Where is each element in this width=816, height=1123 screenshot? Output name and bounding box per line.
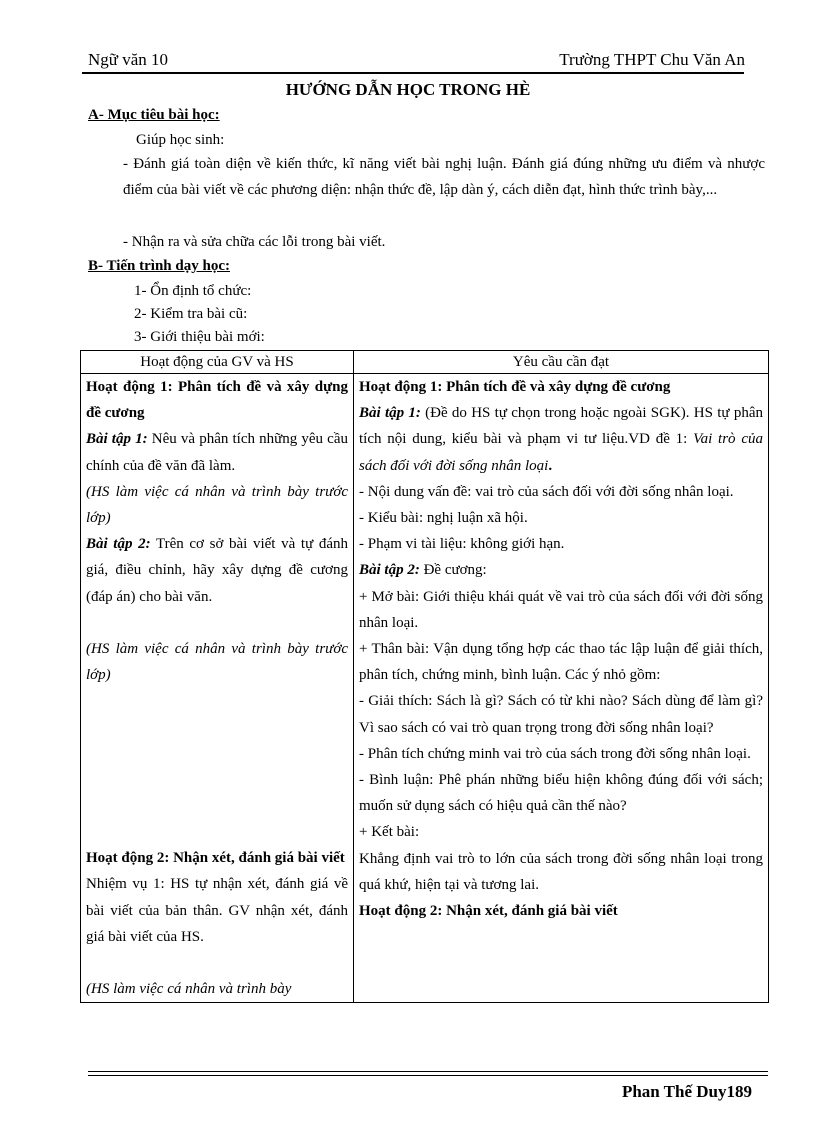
right-analysis: - Phân tích chứng minh vai trò của sách trong đời sống nhân loại.	[359, 745, 751, 762]
left-note-1: (HS làm việc cá nhân và trình bày trước lớp)	[86, 483, 348, 527]
section-a-point-2: - Nhận ra và sửa chữa các lỗi trong bài viết.	[123, 234, 386, 250]
col-header-activities: Hoạt động của GV và HS	[81, 351, 354, 374]
right-activity-2-title: Hoạt động 2: Nhận xét, đánh giá bài viết	[359, 903, 618, 920]
right-intro: + Mở bài: Giới thiệu khái quát về vai trò của sách đối với đời sống nhân loại.	[359, 588, 763, 631]
right-explain: - Giải thích: Sách là gì? Sách có từ khi nào? Sách dùng để làm gì? Vì sao sách có vai trò quan trọng trong đời sống nhân loại?	[359, 693, 763, 736]
spacer	[86, 950, 348, 976]
step-3: 3- Giới thiệu bài mới:	[134, 329, 265, 345]
page-title: HƯỚNG DẪN HỌC TRONG HÈ	[285, 80, 531, 99]
right-exercise-1-topic: Vai trò của sách đối với đời sống nhân loại	[359, 431, 763, 474]
right-exercise-1-text: (Đề do HS tự chọn trong hoặc ngoài SGK). HS tự phân tích nội dung, kiểu bài và phạm vi tư liệu.VD đề 1:	[359, 405, 763, 448]
right-exercise-2	[359, 557, 763, 583]
left-activity-1-title: Hoạt động 1: Phân tích đề và xây dựng đề cương	[86, 379, 348, 422]
step-1: 1- Ổn định tổ chức:	[134, 283, 252, 299]
right-exercise-2-label: Bài tập 2:	[359, 562, 420, 579]
section-b-heading: B- Tiến trình dạy học:	[88, 258, 230, 274]
left-exercise-2-text: Trên cơ sở bài viết và tự đánh giá, điều chỉnh, hãy xây dựng đề cương (đáp án) cho bài văn.	[86, 536, 348, 605]
left-exercise-2-label: Bài tập 2:	[86, 536, 151, 553]
right-body: + Thân bài: Vận dụng tổng hợp các thao tác lập luận để giải thích, phân tích, chứng minh, bình luận. Các ý nhỏ gồm:	[359, 641, 763, 684]
right-column-cell	[354, 374, 769, 1003]
footer-divider-thin	[88, 1075, 768, 1076]
right-exercise-1-end: .	[548, 457, 553, 474]
section-a-point-1: - Đánh giá toàn diện về kiến thức, kĩ năng viết bài nghị luận. Đánh giá đúng những ưu điểm và nhược điểm của bài viết về các phương diện: nhận thức đề, lập dàn ý, cách diễn đạt, hình thức trình bày,...	[123, 156, 765, 198]
right-exercise-2-text: Đề cương:	[419, 562, 487, 579]
spacer	[86, 688, 348, 845]
activity-table	[80, 350, 769, 1003]
left-exercise-2	[86, 531, 348, 610]
right-comment: - Bình luận: Phê phán những biểu hiện không đúng đối với sách; muốn sử dụng sách có hiệu quả cần thế nào?	[359, 772, 763, 815]
header-divider	[82, 72, 744, 74]
left-exercise-1-text: Nêu và phân tích những yêu cầu chính của đề văn đã làm.	[86, 431, 348, 474]
table-row	[81, 374, 769, 1003]
right-conclusion-text: Khẳng định vai trò to lớn của sách trong đời sống nhân loại trong quá khứ, hiện tại và tương lai.	[359, 850, 763, 893]
right-exercise-1	[359, 400, 763, 479]
right-conclusion-label: + Kết bài:	[359, 824, 420, 841]
footer-divider	[88, 1071, 768, 1072]
section-a-intro: Giúp học sinh:	[136, 132, 225, 148]
header-subject: Ngữ văn 10	[88, 50, 169, 69]
left-note-3: (HS làm việc cá nhân và trình bày	[86, 981, 292, 998]
step-2: 2- Kiểm tra bài cũ:	[134, 306, 248, 322]
left-activity-2-title: Hoạt động 2: Nhận xét, đánh giá bài viết	[86, 850, 345, 867]
left-exercise-1	[86, 426, 348, 478]
right-type: - Kiểu bài: nghị luận xã hội.	[359, 510, 528, 527]
left-task-1: Nhiệm vụ 1: HS tự nhận xét, đánh giá về bài viết của bản thân. GV nhận xét, đánh giá bài viết của HS.	[86, 876, 348, 945]
spacer	[86, 610, 348, 636]
footer-author-page: Phan Thế Duy189	[621, 1082, 752, 1101]
left-note-2: (HS làm việc cá nhân và trình bày trước lớp)	[86, 640, 348, 684]
right-exercise-1-label: Bài tập 1:	[359, 405, 421, 422]
col-header-requirements: Yêu cầu cần đạt	[354, 351, 769, 374]
left-exercise-1-label: Bài tập 1:	[86, 431, 148, 448]
left-column-cell	[81, 374, 354, 1003]
right-scope: - Phạm vi tài liệu: không giới hạn.	[359, 536, 565, 553]
right-content: - Nội dung vấn đề: vai trò của sách đối với đời sống nhân loại.	[359, 483, 734, 500]
header-school: Trường THPT Chu Văn An	[559, 50, 745, 69]
section-a-heading: A- Mục tiêu bài học:	[88, 107, 220, 123]
right-activity-1-title: Hoạt động 1: Phân tích đề và xây dựng đề cương	[359, 379, 671, 395]
table-header-row	[81, 351, 769, 374]
